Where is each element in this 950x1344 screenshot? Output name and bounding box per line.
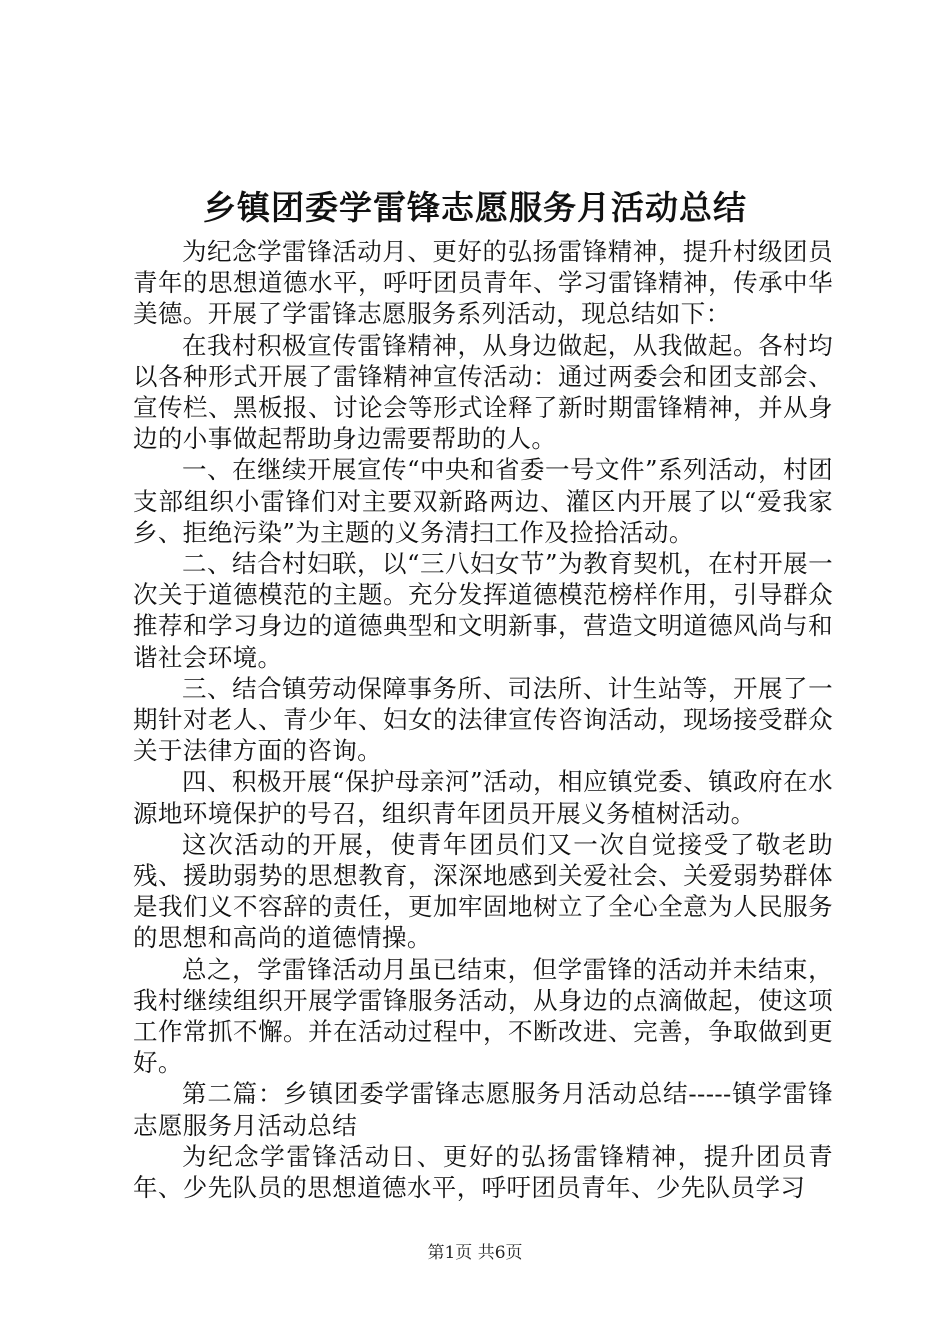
paragraph: 二、结合村妇联，以“三八妇女节”为教育契机，在村开展一次关于道德模范的主题。充分发挥道德模范榜样作用，引导群众推荐和学习身边的道德典型和文明新事，营造文明道德风尚与和谐社会环境。 [133, 549, 833, 672]
page-footer: 第1页 共6页 [427, 1243, 523, 1263]
paragraph: 这次活动的开展，使青年团员们又一次自觉接受了敬老助残、援助弱势的思想教育，深深地感到关爱社会、关爱弱势群体是我们义不容辞的责任，更加牢固地树立了全心全意为人民服务的思想和高尚的道德情操。 [133, 829, 833, 953]
document-title: 乡镇团委学雷锋志愿服务月活动总结 [203, 188, 747, 227]
section-heading-paragraph: 第二篇：乡镇团委学雷锋志愿服务月活动总结-----镇学雷锋志愿服务月活动总结 [133, 1079, 833, 1140]
paragraph: 总之，学雷锋活动月虽已结束，但学雷锋的活动并未结束，我村继续组织开展学雷锋服务活动，从身边的点滴做起，使这项工作常抓不懈。并在活动过程中，不断改进、完善，争取做到更好。 [133, 954, 833, 1078]
paragraph: 在我村积极宣传雷锋精神，从身边做起，从我做起。各村均以各种形式开展了雷锋精神宣传活动：通过两委会和团支部会、宣传栏、黑板报、讨论会等形式诠释了新时期雷锋精神，并从身边的小事做起帮助身边需要帮助的人。 [133, 330, 833, 454]
document-body [133, 236, 833, 1203]
paragraph: 为纪念学雷锋活动月、更好的弘扬雷锋精神，提升村级团员青年的思想道德水平，呼吁团员青年、学习雷锋精神，传承中华美德。开展了学雷锋志愿服务系列活动，现总结如下： [133, 237, 833, 329]
paragraph: 三、结合镇劳动保障事务所、司法所、计生站等，开展了一期针对老人、青少年、妇女的法律宣传咨询活动，现场接受群众关于法律方面的咨询。 [133, 673, 833, 766]
paragraph: 一、在继续开展宣传“中央和省委一号文件”系列活动，村团支部组织小雷锋们对主要双新路两边、灌区内开展了以“爱我家乡、拒绝污染”为主题的义务清扫工作及捡拾活动。 [133, 455, 833, 547]
paragraph: 为纪念学雷锋活动日、更好的弘扬雷锋精神，提升团员青年、少先队员的思想道德水平，呼吁团员青年、少先队员学习 [133, 1141, 833, 1203]
paragraph: 四、积极开展“保护母亲河”活动，相应镇党委、镇政府在水源地环境保护的号召，组织青年团员开展义务植树活动。 [133, 767, 833, 828]
